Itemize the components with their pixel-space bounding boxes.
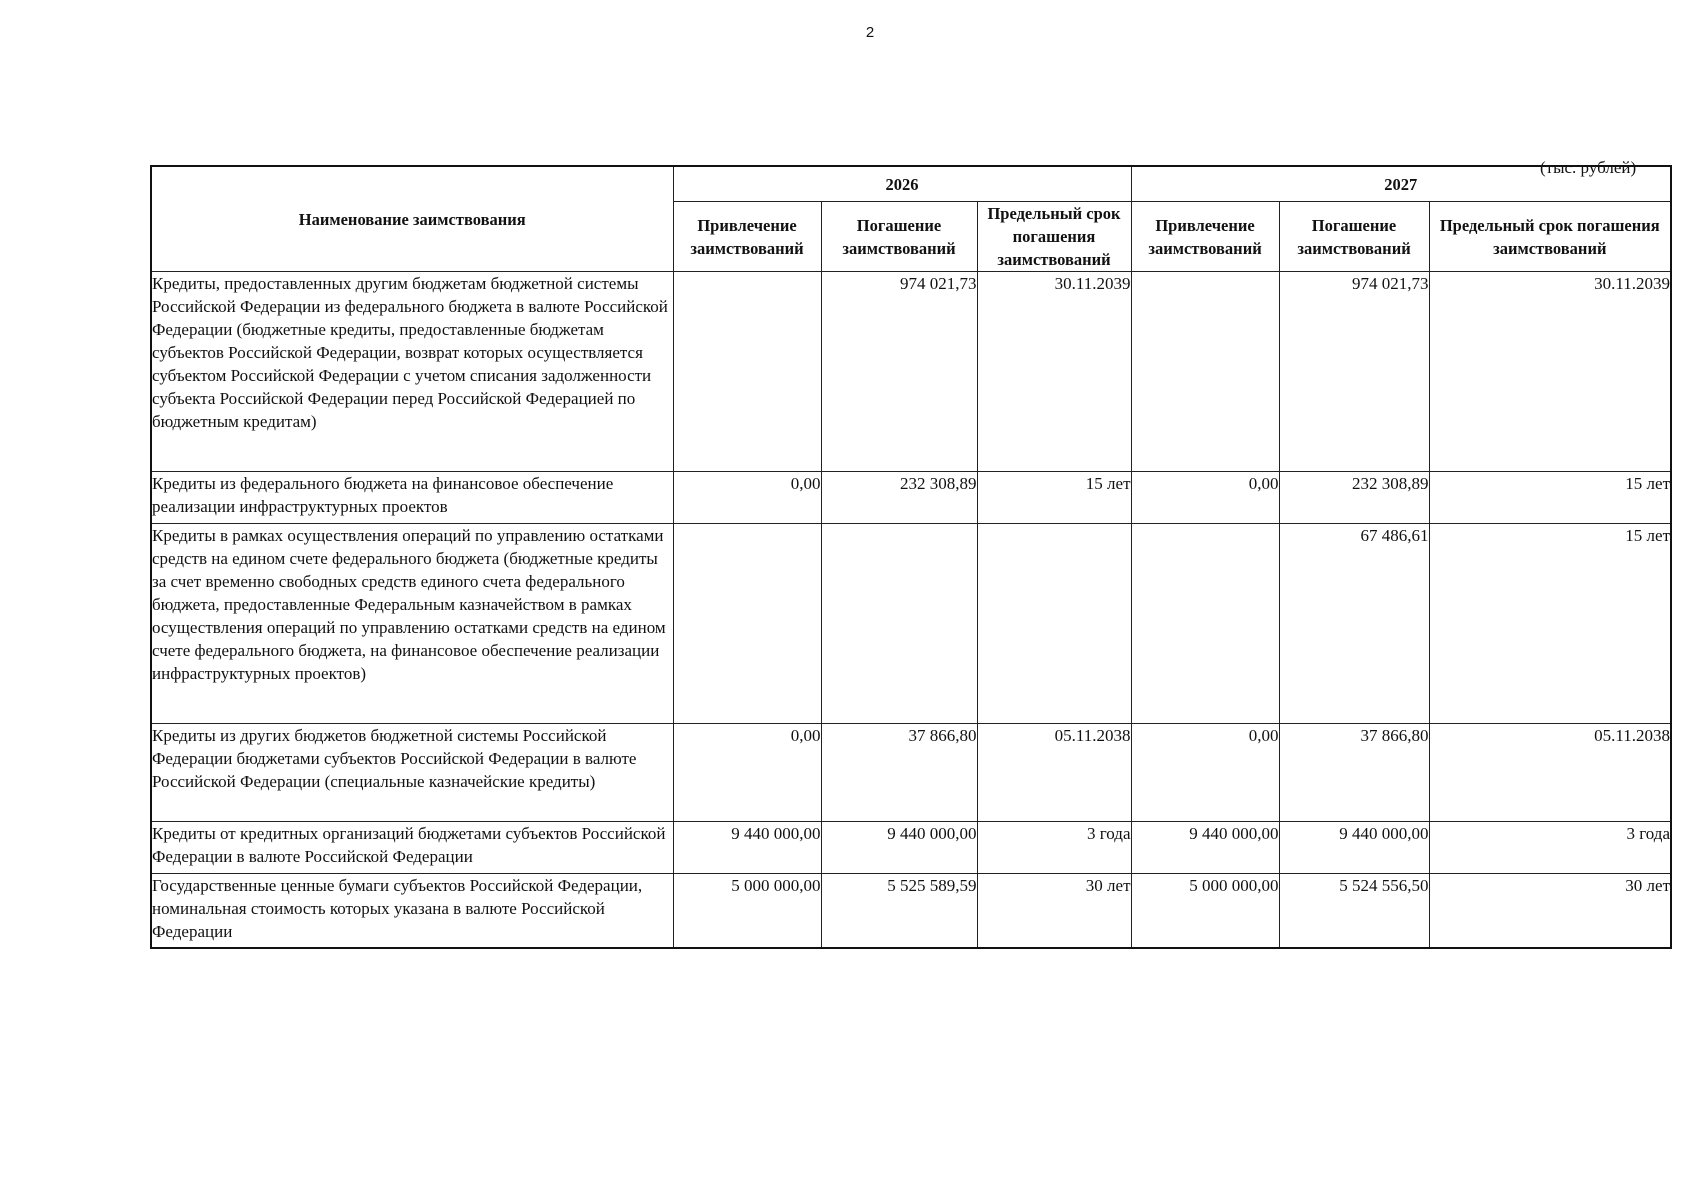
borrowing-name: Кредиты от кредитных организаций бюджетами субъектов Российской Федерации в валюте Российской Федерации [151,822,673,874]
borrowing-name: Кредиты из других бюджетов бюджетной системы Российской Федерации бюджетами субъектов Российской Федерации в валюте Российской Федерации (специальные казначейские кредиты) [151,724,673,822]
maturity-2026: 30 лет [977,874,1131,948]
borrowing-table [150,165,1672,949]
attraction-2026: 0,00 [673,724,821,822]
year-header-2026: 2026 [673,166,1131,202]
maturity-2026 [977,524,1131,724]
repayment-2026: 9 440 000,00 [821,822,977,874]
repayment-2026: 974 021,73 [821,272,977,472]
maturity-2027: 15 лет [1429,472,1671,524]
table-row [151,524,1671,724]
repayment-header-2027: Погашение заимствований [1279,202,1429,272]
attraction-2026 [673,524,821,724]
repayment-2026: 37 866,80 [821,724,977,822]
attraction-2026 [673,272,821,472]
table-row [151,272,1671,472]
attraction-2027: 5 000 000,00 [1131,874,1279,948]
year-header-2027: 2027 [1131,166,1671,202]
repayment-2027: 974 021,73 [1279,272,1429,472]
repayment-2027: 67 486,61 [1279,524,1429,724]
table-row [151,724,1671,822]
maturity-header-2026: Предельный срок погашения заимствований [977,202,1131,272]
attraction-header-2026: Привлечение заимствований [673,202,821,272]
attraction-2026: 9 440 000,00 [673,822,821,874]
attraction-2026: 0,00 [673,472,821,524]
name-column-header: Наименование заимствования [151,166,673,272]
repayment-2027: 37 866,80 [1279,724,1429,822]
maturity-2027: 30.11.2039 [1429,272,1671,472]
maturity-2027: 15 лет [1429,524,1671,724]
page-number: 2 [865,24,875,41]
borrowing-name: Кредиты в рамках осуществления операций по управлению остатками средств на едином счете федерального бюджета (бюджетные кредиты за счет временно свободных средств единого счета федерального бюджета, предоставленные Федеральным казначейством в рамках осуществления операций по управлению остатками средств на едином счете федерального бюджета, на финансовое обеспечение реализации инфраструктурных проектов) [151,524,673,724]
table-row [151,472,1671,524]
repayment-2027: 9 440 000,00 [1279,822,1429,874]
attraction-2027: 0,00 [1131,724,1279,822]
table-row [151,874,1671,948]
attraction-2027 [1131,524,1279,724]
repayment-header-2026: Погашение заимствований [821,202,977,272]
attraction-header-2027: Привлечение заимствований [1131,202,1279,272]
table-body [151,272,1671,948]
attraction-2026: 5 000 000,00 [673,874,821,948]
borrowing-name: Государственные ценные бумаги субъектов Российской Федерации, номинальная стоимость которых указана в валюте Российской Федерации [151,874,673,948]
maturity-2026: 3 года [977,822,1131,874]
table-row [151,822,1671,874]
maturity-2027: 3 года [1429,822,1671,874]
repayment-2026 [821,524,977,724]
repayment-2026: 232 308,89 [821,472,977,524]
maturity-2026: 15 лет [977,472,1131,524]
units-label: (тыс. рублей) [1540,158,1637,177]
maturity-header-2027: Предельный срок погашения заимствований [1429,202,1671,272]
maturity-2027: 05.11.2038 [1429,724,1671,822]
attraction-2027: 9 440 000,00 [1131,822,1279,874]
borrowing-name: Кредиты, предоставленных другим бюджетам бюджетной системы Российской Федерации из федерального бюджета в валюте Российской Федерации (бюджетные кредиты, предоставленные бюджетам субъектов Российской Федерации, возврат которых осуществляется субъектом Российской Федерации с учетом списания задолженности субъекта Российской Федерации перед Российской Федерацией по бюджетным кредитам) [151,272,673,472]
maturity-2026: 30.11.2039 [977,272,1131,472]
borrowing-name: Кредиты из федерального бюджета на финансовое обеспечение реализации инфраструктурных проектов [151,472,673,524]
repayment-2026: 5 525 589,59 [821,874,977,948]
repayment-2027: 232 308,89 [1279,472,1429,524]
maturity-2026: 05.11.2038 [977,724,1131,822]
attraction-2027 [1131,272,1279,472]
repayment-2027: 5 524 556,50 [1279,874,1429,948]
attraction-2027: 0,00 [1131,472,1279,524]
table-header [151,166,1671,272]
maturity-2027: 30 лет [1429,874,1671,948]
